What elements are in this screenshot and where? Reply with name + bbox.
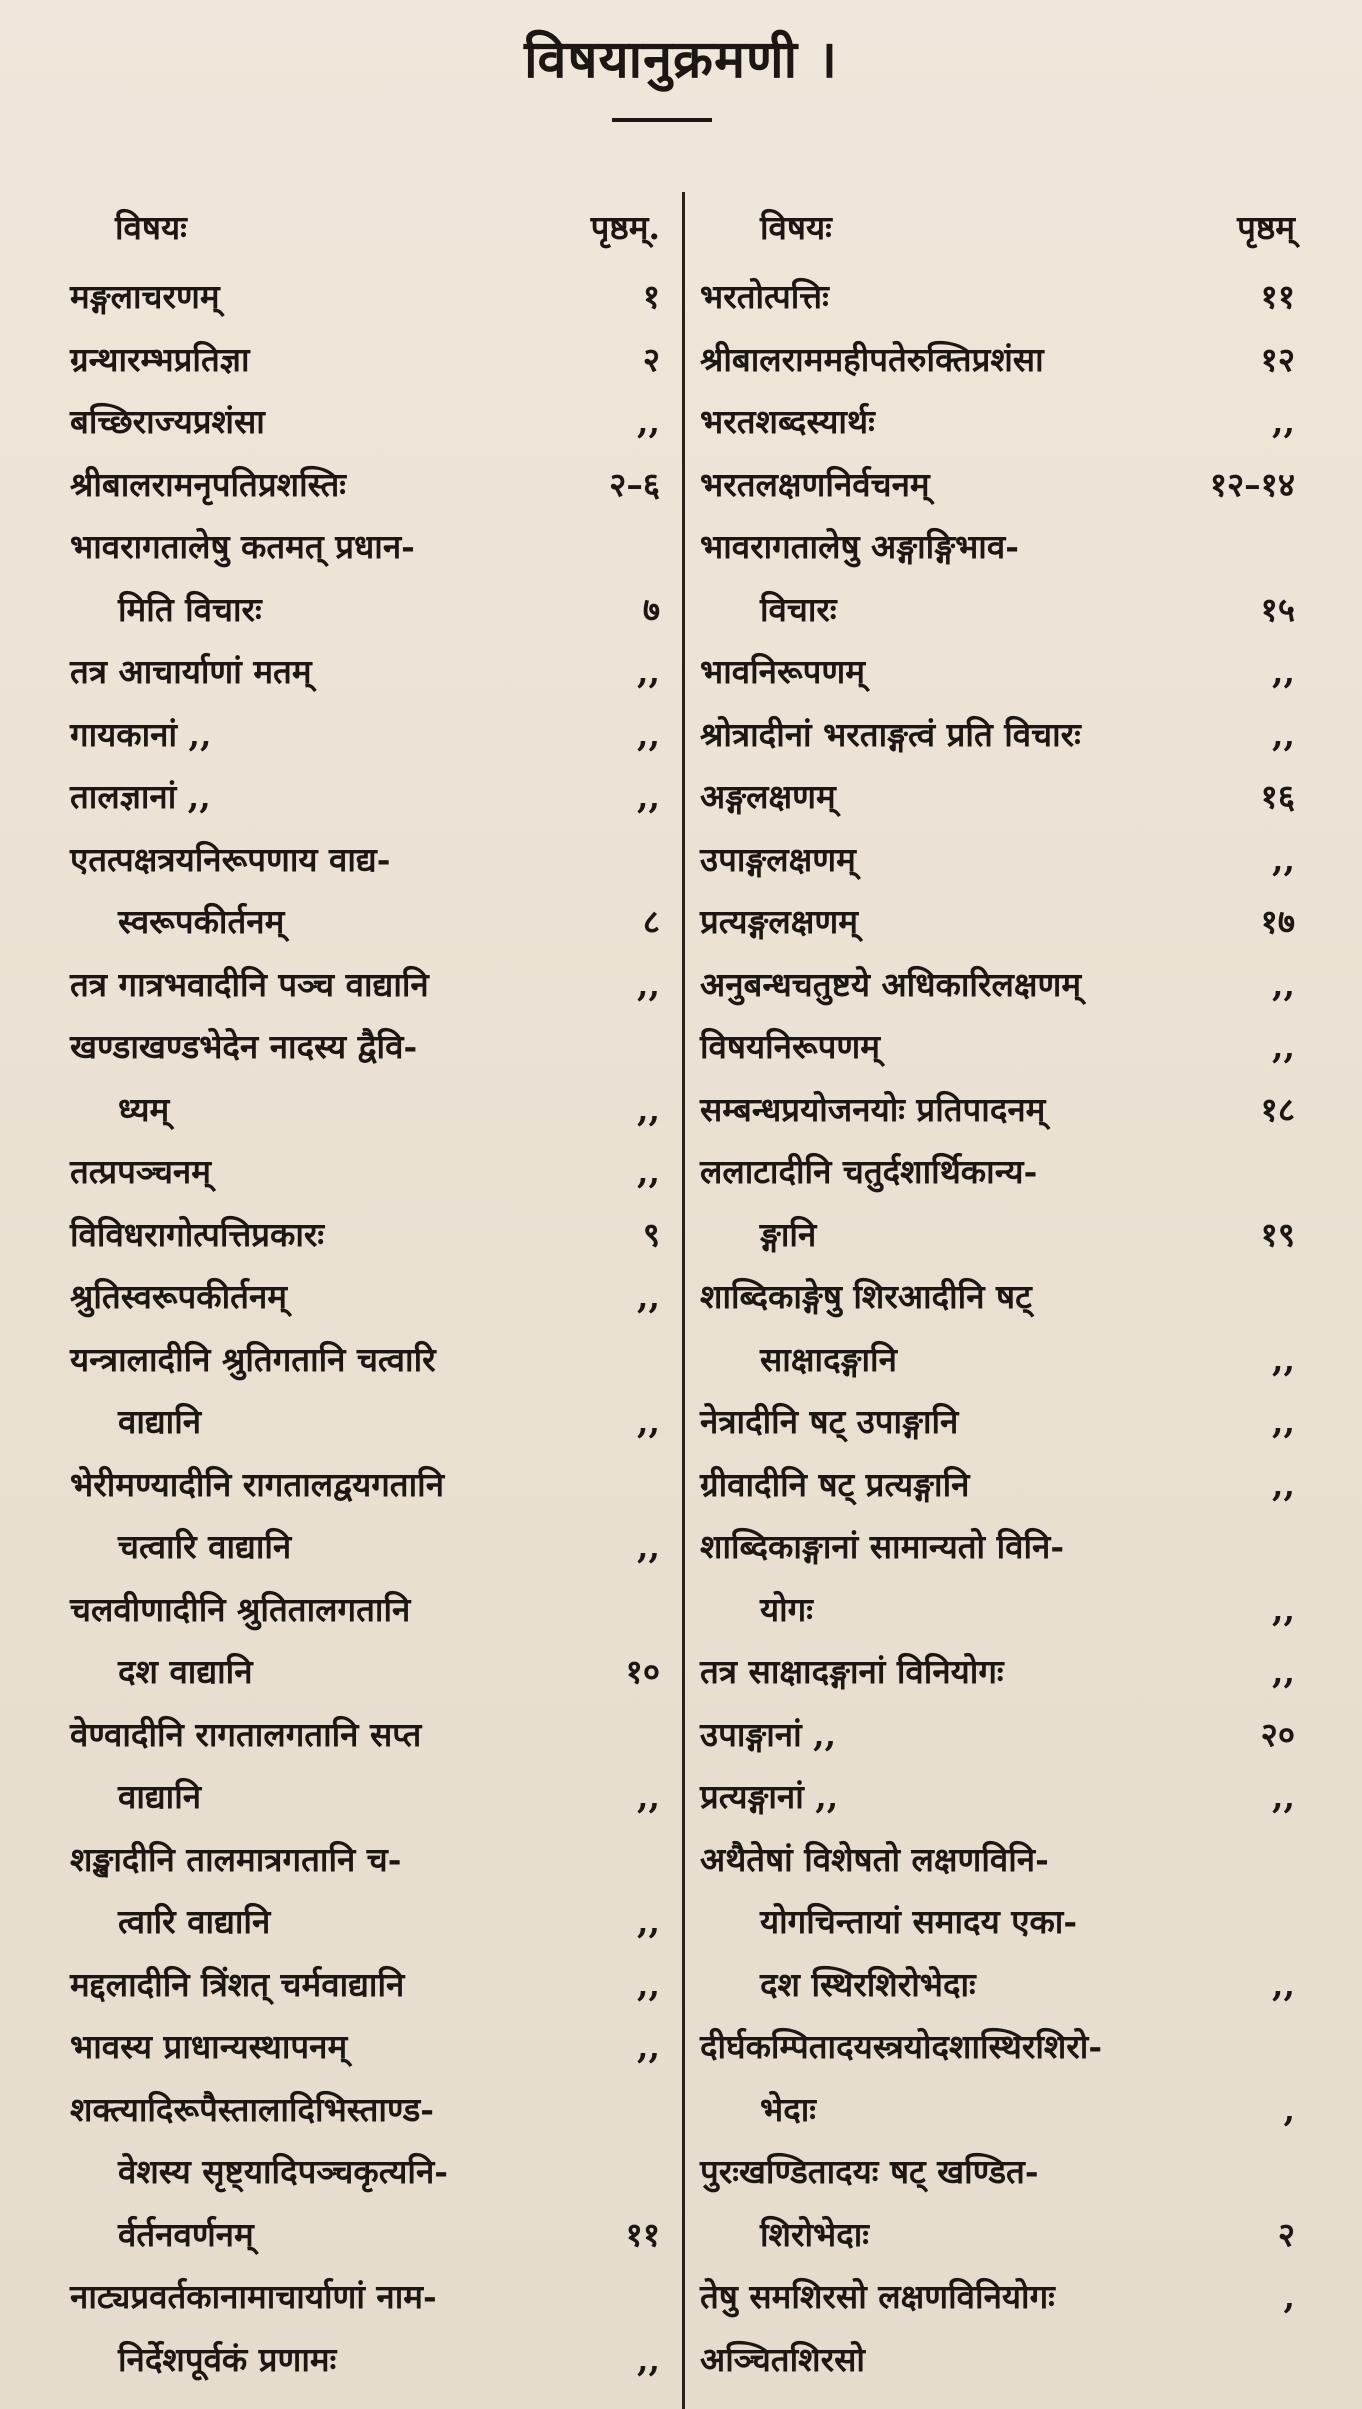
subject-heading: विषयः xyxy=(115,208,187,247)
entry-subject: चत्वारि वाद्यानि xyxy=(118,1527,292,1566)
entry-page-number: ,, xyxy=(1272,652,1295,691)
entry-subject: अनुबन्धचतुष्टये अधिकारिलक्षणम् xyxy=(700,964,1082,1004)
entry-subject: मद्दलादीनि त्रिंशत् चर्मवाद्यानि xyxy=(70,1964,405,2004)
toc-entry xyxy=(60,2079,660,2142)
entry-subject: श्रीबालरामनृपतिप्रशस्तिः xyxy=(70,464,346,504)
entry-page-number: १२ xyxy=(1260,339,1295,379)
entry-subject: भेदाः xyxy=(760,2089,816,2129)
entry-subject: यन्त्रालादीनि श्रुतिगतानि चत्वारि xyxy=(70,1339,436,1379)
toc-entry xyxy=(700,2079,1300,2142)
toc-entry xyxy=(700,1516,1300,1579)
toc-entry xyxy=(60,1266,660,1329)
toc-entry xyxy=(60,1641,660,1704)
toc-entry xyxy=(60,579,660,642)
toc-entry xyxy=(60,2266,660,2329)
entry-subject: निर्देशपूर्वकं प्रणामः xyxy=(118,2339,337,2379)
toc-entry xyxy=(700,1954,1300,2017)
left-column xyxy=(60,192,660,2391)
entry-subject: श्रोत्रादीनां भरताङ्गत्वं प्रति विचारः xyxy=(700,714,1081,754)
toc-entry xyxy=(60,1329,660,1392)
entry-subject: सम्बन्धप्रयोजनयोः प्रतिपादनम् xyxy=(700,1089,1046,1129)
entry-page-number: ,, xyxy=(637,1277,660,1316)
toc-entry xyxy=(700,2141,1300,2204)
left-column-header xyxy=(60,192,660,266)
toc-entry xyxy=(60,391,660,454)
entry-subject: उपाङ्गलक्षणम् xyxy=(700,839,856,879)
entry-page-number: ,, xyxy=(637,402,660,441)
entry-subject: वेण्वादीनि रागतालगतानि सप्त xyxy=(70,1714,422,1754)
entry-subject: र्वर्तनवर्णनम् xyxy=(118,2214,254,2254)
entry-subject: गायकानां ,, xyxy=(70,714,212,754)
entry-subject: अञ्चितशिरसो xyxy=(700,2339,865,2379)
entry-subject: दश वाद्यानि xyxy=(118,1652,253,1691)
entry-subject: विषयनिरूपणम् xyxy=(700,1027,880,1066)
toc-entry xyxy=(700,516,1300,579)
entry-subject: शाब्दिकाङ्गानां सामान्यतो विनि- xyxy=(700,1527,1065,1566)
toc-entry xyxy=(60,2016,660,2079)
toc-entry xyxy=(700,454,1300,517)
toc-entry xyxy=(60,766,660,829)
entry-subject: ध्यम् xyxy=(118,1089,170,1129)
entry-subject: ग्रीवादीनि षट् प्रत्यङ्गानि xyxy=(700,1464,970,1504)
toc-entry xyxy=(60,704,660,767)
entry-subject: तत्र गात्रभवादीनि पञ्च वाद्यानि xyxy=(70,964,429,1004)
entry-subject: वेशस्य सृष्ट्यादिपञ्चकृत्यनि- xyxy=(118,2152,448,2191)
toc-entry xyxy=(700,766,1300,829)
toc-entry xyxy=(700,704,1300,767)
toc-entry xyxy=(700,2204,1300,2267)
entry-subject: तत्र आचार्याणां मतम् xyxy=(70,652,312,691)
page-heading: पृष्ठम् xyxy=(1237,208,1295,247)
entry-subject: भरतलक्षणनिर्वचनम् xyxy=(700,464,930,504)
toc-entry xyxy=(60,1454,660,1517)
entry-subject: अङ्गलक्षणम् xyxy=(700,777,836,816)
toc-entry xyxy=(60,829,660,892)
entry-page-number: ८ xyxy=(642,902,660,941)
entry-page-number: १२–१४ xyxy=(1209,464,1295,504)
entry-page-number: ,, xyxy=(1272,402,1295,441)
entry-page-number: ,, xyxy=(1272,1464,1295,1504)
entry-subject: विचारः xyxy=(760,589,837,629)
entry-page-number: ,, xyxy=(1272,1964,1295,2004)
entry-subject: भेरीमण्यादीनि रागतालद्वयगतानि xyxy=(70,1464,445,1504)
entry-page-number: ९ xyxy=(642,1214,660,1254)
entry-subject: श्रुतिस्वरूपकीर्तनम् xyxy=(70,1277,288,1316)
toc-entry xyxy=(60,1204,660,1267)
entry-page-number: ,, xyxy=(637,2027,660,2066)
right-entries-list xyxy=(700,266,1300,2391)
toc-entry xyxy=(60,266,660,329)
entry-subject: एतत्पक्षत्रयनिरूपणाय वाद्य- xyxy=(70,839,391,879)
entry-page-number: १९ xyxy=(1260,1214,1295,1254)
entry-subject: योगः xyxy=(760,1589,813,1629)
toc-entry xyxy=(60,1141,660,1204)
toc-entry xyxy=(700,1891,1300,1954)
toc-entry xyxy=(60,1016,660,1079)
column-divider xyxy=(682,192,685,2409)
toc-entry xyxy=(60,1391,660,1454)
page-heading: पृष्ठम्. xyxy=(590,208,660,247)
entry-page-number: १७ xyxy=(1260,902,1295,941)
toc-entry xyxy=(700,1266,1300,1329)
entry-page-number: ,, xyxy=(1272,1027,1295,1066)
entry-subject: शिरोभेदाः xyxy=(760,2214,869,2254)
toc-entry xyxy=(700,579,1300,642)
toc-entry xyxy=(60,2141,660,2204)
entry-subject: मङ्गलाचरणम् xyxy=(70,277,220,316)
toc-entry xyxy=(60,516,660,579)
toc-entry xyxy=(60,954,660,1017)
entry-page-number: ,, xyxy=(1272,1589,1295,1629)
toc-entry xyxy=(700,1454,1300,1517)
toc-entry xyxy=(60,454,660,517)
entry-subject: स्वरूपकीर्तनम् xyxy=(118,902,285,941)
entry-page-number: ,, xyxy=(1272,839,1295,879)
entry-page-number: ,, xyxy=(637,1402,660,1441)
toc-entry xyxy=(700,1141,1300,1204)
title-underline xyxy=(612,118,712,122)
entry-subject: प्रत्यङ्गानां ,, xyxy=(700,1777,839,1816)
entry-subject: भावस्य प्राधान्यस्थापनम् xyxy=(70,2027,348,2066)
entry-subject: शाब्दिकाङ्गेषु शिरआदीनि षट् xyxy=(700,1277,1032,1316)
entry-subject: ङ्गानि xyxy=(760,1214,817,1254)
toc-entry xyxy=(700,891,1300,954)
entry-page-number: १० xyxy=(625,1652,660,1691)
toc-entry xyxy=(700,1579,1300,1642)
entry-page-number: ७ xyxy=(642,589,660,629)
entry-subject: शक्त्यादिरूपैस्तालादिभिस्ताण्ड- xyxy=(70,2089,434,2129)
entry-page-number: २–६ xyxy=(609,464,660,504)
entry-page-number: ,, xyxy=(637,1777,660,1816)
entry-page-number: ,, xyxy=(1272,1777,1295,1816)
toc-entry xyxy=(60,1079,660,1142)
toc-entry xyxy=(700,1016,1300,1079)
entry-page-number: ,, xyxy=(637,1527,660,1566)
entry-subject: मिति विचारः xyxy=(118,589,262,629)
entry-page-number: ,, xyxy=(637,652,660,691)
entry-subject: चलवीणादीनि श्रुतितालगतानि xyxy=(70,1589,411,1629)
entry-page-number: ,, xyxy=(1272,714,1295,754)
entry-subject: विविधरागोत्पत्तिप्रकारः xyxy=(70,1214,325,1254)
entry-page-number: ११ xyxy=(625,2214,660,2254)
entry-subject: भावरागतालेषु अङ्गाङ्गिभाव- xyxy=(700,527,1019,566)
page-title: विषयानुक्रमणी । xyxy=(524,29,838,90)
toc-entry xyxy=(60,2204,660,2267)
entry-subject: प्रत्यङ्गलक्षणम् xyxy=(700,902,859,941)
entry-subject: त्वारि वाद्यानि xyxy=(118,1902,271,1941)
toc-entry xyxy=(60,1766,660,1829)
entry-page-number: २० xyxy=(1260,1714,1295,1754)
entry-subject: दीर्घकम्पितादयस्त्रयोदशास्थिरशिरो- xyxy=(700,2027,1103,2066)
entry-page-number: ,, xyxy=(637,1152,660,1191)
toc-entry xyxy=(60,1704,660,1767)
toc-entry xyxy=(60,1516,660,1579)
entry-subject: तत्प्रपञ्चनम् xyxy=(70,1152,211,1191)
toc-entry xyxy=(700,1079,1300,1142)
toc-entry xyxy=(700,2016,1300,2079)
toc-entry xyxy=(700,1766,1300,1829)
toc-entry xyxy=(700,1391,1300,1454)
entry-page-number: २ xyxy=(1277,2214,1295,2254)
toc-entry xyxy=(700,2266,1300,2329)
entry-page-number: ,, xyxy=(637,1089,660,1129)
toc-entry xyxy=(700,1329,1300,1392)
entry-page-number: १५ xyxy=(1260,589,1295,629)
entry-subject: शङ्खादीनि तालमात्रगतानि च- xyxy=(70,1839,402,1879)
toc-entry xyxy=(700,1704,1300,1767)
entry-subject: साक्षादङ्गानि xyxy=(760,1339,897,1379)
entry-subject: तेषु समशिरसो लक्षणविनियोगः xyxy=(700,2277,1055,2316)
toc-entry xyxy=(60,329,660,392)
entry-subject: ललाटादीनि चतुर्दशार्थिकान्य- xyxy=(700,1152,1038,1191)
entry-page-number: ,, xyxy=(1272,1339,1295,1379)
entry-page-number: , xyxy=(1283,2277,1295,2316)
toc-entry xyxy=(700,329,1300,392)
right-column xyxy=(700,192,1300,2391)
entry-subject: भावरागतालेषु कतमत् प्रधान- xyxy=(70,527,415,566)
entry-subject: वाद्यानि xyxy=(118,1777,202,1816)
entry-page-number: , xyxy=(1283,2089,1295,2129)
entry-page-number: ,, xyxy=(637,1964,660,2004)
entry-subject: योगचिन्तायां समादय एका- xyxy=(760,1902,1078,1941)
entry-page-number: ११ xyxy=(1260,277,1295,316)
toc-entry xyxy=(60,891,660,954)
entry-subject: उपाङ्गानां ,, xyxy=(700,1714,837,1754)
toc-entry xyxy=(700,954,1300,1017)
toc-entry xyxy=(700,829,1300,892)
entry-subject: खण्डाखण्डभेदेन नादस्य द्वैवि- xyxy=(70,1027,418,1066)
right-column-header xyxy=(700,192,1300,266)
entry-subject: ग्रन्थारम्भप्रतिज्ञा xyxy=(70,339,250,379)
toc-entry xyxy=(700,391,1300,454)
toc-entry xyxy=(700,2329,1300,2392)
toc-entry xyxy=(60,641,660,704)
entry-page-number: १८ xyxy=(1260,1089,1295,1129)
entry-page-number: ,, xyxy=(1272,1652,1295,1691)
entry-subject: अथैतेषां विशेषतो लक्षणविनि- xyxy=(700,1839,1049,1879)
entry-page-number: ,, xyxy=(1272,964,1295,1004)
toc-entry xyxy=(700,266,1300,329)
entry-subject: तालज्ञानां ,, xyxy=(70,777,211,816)
toc-entry xyxy=(60,1891,660,1954)
toc-entry xyxy=(60,1829,660,1892)
left-entries-list xyxy=(60,266,660,2391)
entry-subject: भरतशब्दस्यार्थः xyxy=(700,402,875,441)
entry-page-number: ,, xyxy=(637,714,660,754)
entry-subject: वाद्यानि xyxy=(118,1402,202,1441)
entry-subject: तत्र साक्षादङ्गानां विनियोगः xyxy=(700,1652,1004,1691)
entry-subject: नाट्यप्रवर्तकानामाचार्याणां नाम- xyxy=(70,2277,437,2316)
entry-page-number: १६ xyxy=(1260,777,1295,816)
toc-entry xyxy=(700,641,1300,704)
toc-entry xyxy=(700,1641,1300,1704)
entry-page-number: ,, xyxy=(637,2339,660,2379)
toc-entry xyxy=(60,1954,660,2017)
entry-page-number: ,, xyxy=(637,777,660,816)
entry-page-number: १ xyxy=(642,277,660,316)
entry-page-number: ,, xyxy=(637,1902,660,1941)
entry-page-number: ,, xyxy=(1272,1402,1295,1441)
entry-subject: श्रीबालराममहीपतेरुक्तिप्रशंसा xyxy=(700,339,1044,379)
entry-subject: दश स्थिरशिरोभेदाः xyxy=(760,1964,976,2004)
entry-subject: पुरःखण्डितादयः षट् खण्डित- xyxy=(700,2152,1039,2191)
entry-subject: बच्छिराज्यप्रशंसा xyxy=(70,402,265,441)
entry-subject: भरतोत्पत्तिः xyxy=(700,277,829,316)
toc-entry xyxy=(60,1579,660,1642)
toc-entry xyxy=(60,2329,660,2392)
entry-subject: भावनिरूपणम् xyxy=(700,652,865,691)
entry-page-number: ,, xyxy=(637,964,660,1004)
toc-entry xyxy=(700,1829,1300,1892)
subject-heading: विषयः xyxy=(760,208,832,247)
entry-page-number: २ xyxy=(642,339,660,379)
entry-subject: नेत्रादीनि षट् उपाङ्गानि xyxy=(700,1402,959,1441)
toc-entry xyxy=(700,1204,1300,1267)
